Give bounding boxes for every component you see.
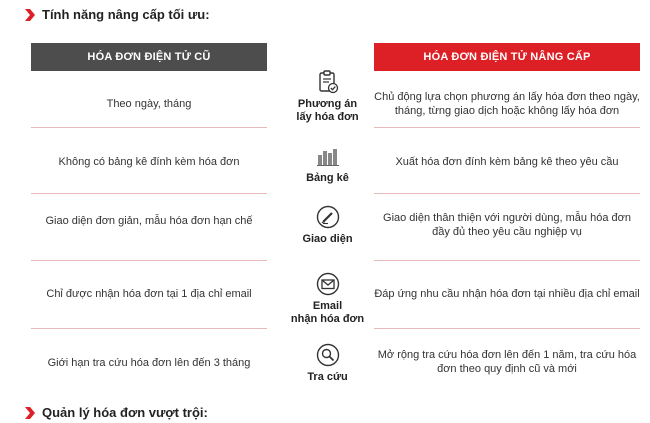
feature-cell [280, 143, 375, 185]
red-chevron-icon [25, 9, 35, 21]
pen-circle-icon [315, 204, 341, 230]
feature-label: Phương án lấy hóa đơn [296, 98, 359, 123]
red-chevron-icon [25, 407, 35, 419]
feature-label: Bảng kê [306, 172, 349, 184]
feature-cell [280, 204, 375, 246]
clipboard-check-icon [315, 69, 341, 95]
envelope-icon [315, 271, 341, 297]
feature-cell [280, 69, 375, 124]
header-old-invoice: HÓA ĐƠN ĐIỆN TỬ CŨ [31, 43, 267, 71]
row-new-text: Giao diện thân thiện với người dùng, mẫu hóa đơn đầy đủ theo yêu cầu nghiệp vụ [383, 212, 631, 238]
feature-cell [280, 271, 375, 326]
section-title-upgrades [25, 7, 210, 22]
header-new-invoice: HÓA ĐƠN ĐIỆN TỬ NÂNG CẤP [374, 43, 640, 71]
row-new-text: Đáp ứng nhu cầu nhận hóa đơn tại nhiều địa chỉ email [374, 288, 640, 300]
bar-list-icon [315, 143, 341, 169]
section-title-management [25, 405, 208, 420]
row-new-text: Chủ động lựa chọn phương án lấy hóa đơn theo ngày, tháng, từng giao dịch hoặc không lấy hóa đơn [374, 91, 640, 117]
feature-label: Email nhận hóa đơn [290, 300, 365, 325]
feature-label: Giao diện [302, 233, 353, 245]
row-divider [31, 127, 267, 128]
row-divider [374, 193, 640, 194]
row-old-text: Theo ngày, tháng [106, 98, 192, 110]
row-divider [31, 260, 267, 261]
row-old-text: Giới hạn tra cứu hóa đơn lên đến 3 tháng [47, 357, 251, 369]
section-title-text: Tính năng nâng cấp tối ưu: [42, 7, 210, 22]
section-title-text: Quản lý hóa đơn vượt trội: [42, 405, 208, 420]
feature-label: Tra cứu [307, 371, 348, 383]
row-old-text: Chỉ được nhận hóa đơn tại 1 địa chỉ email [46, 288, 252, 300]
row-divider [374, 127, 640, 128]
row-new-text: Xuất hóa đơn đính kèm bảng kê theo yêu cầu [395, 156, 619, 168]
row-divider [31, 193, 267, 194]
feature-cell [280, 342, 375, 384]
row-divider [31, 328, 267, 329]
row-divider [374, 260, 640, 261]
search-icon [315, 342, 341, 368]
row-new-text: Mở rộng tra cứu hóa đơn lên đến 1 năm, tra cứu hóa đơn theo quy định cũ và mới [377, 349, 637, 375]
row-divider [374, 328, 640, 329]
row-old-text: Không có bảng kê đính kèm hóa đơn [58, 156, 240, 168]
row-old-text: Giao diện đơn giản, mẫu hóa đơn hạn chế [45, 215, 253, 227]
